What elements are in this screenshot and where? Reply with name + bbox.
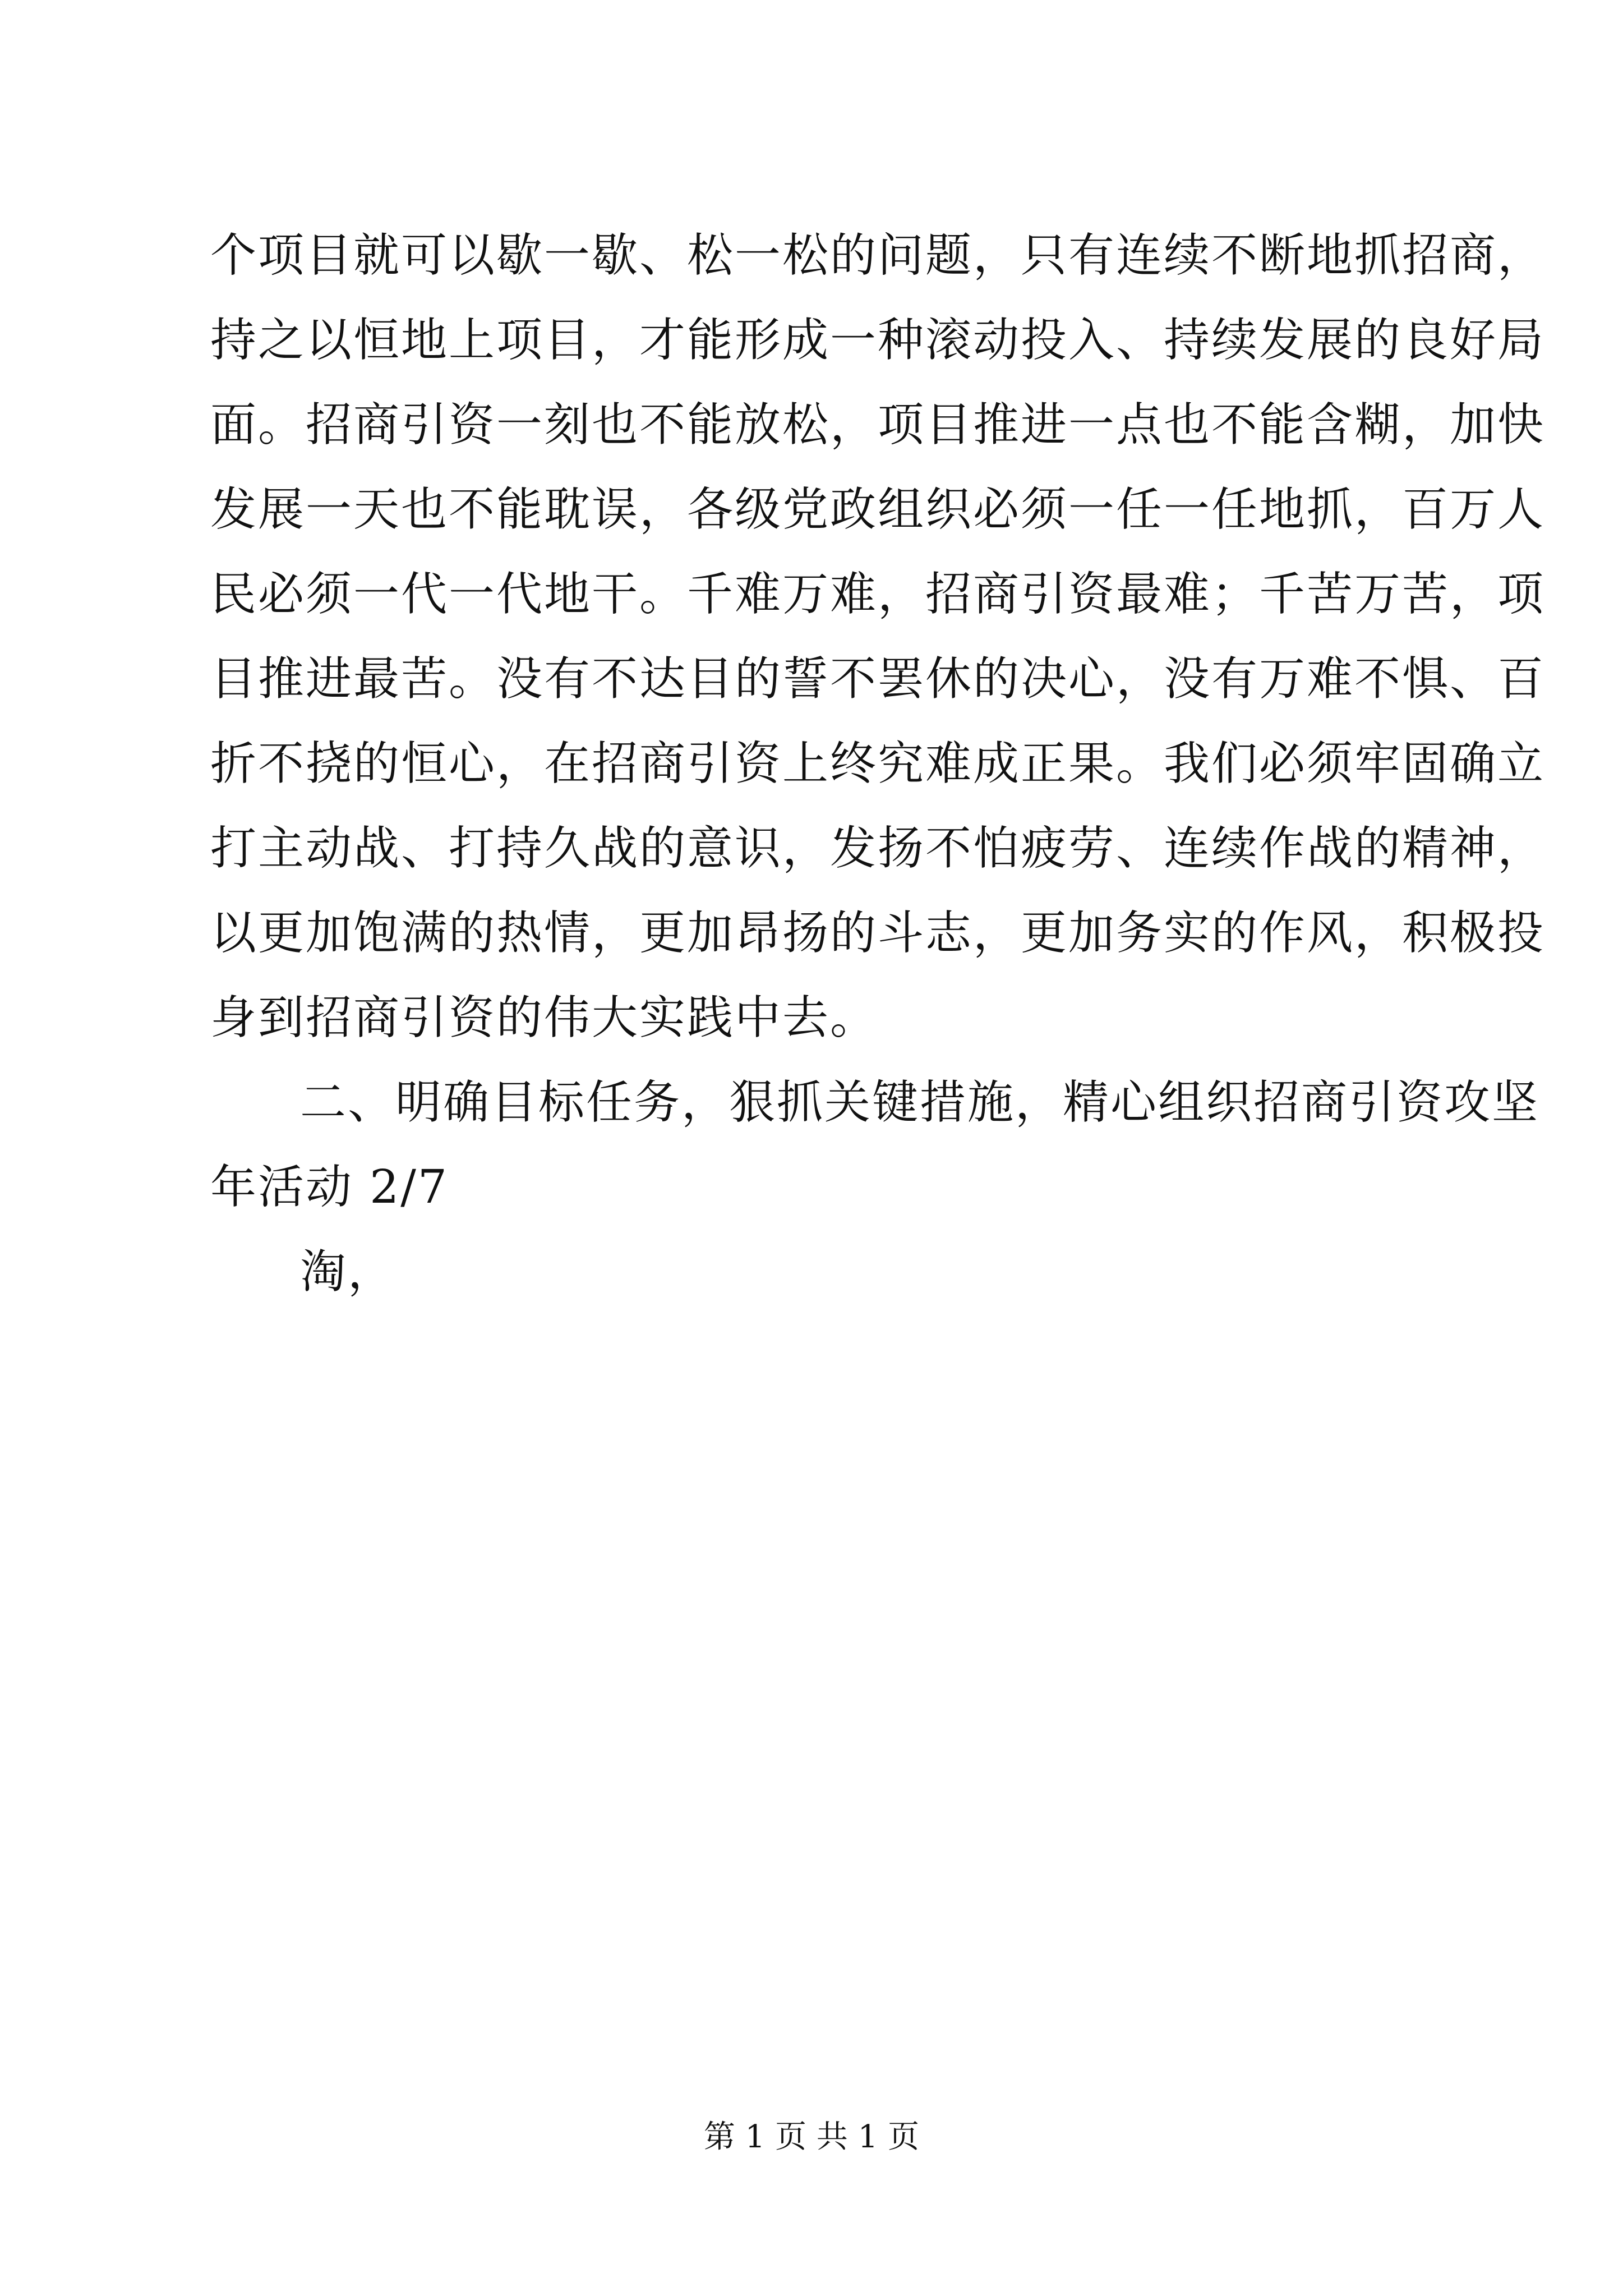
body-line-8: 打主动战、打持久战的意识，发扬不怕疲劳、连续作战的精神， <box>210 822 1546 875</box>
body-line-6: 目推进最苦。没有不达目的誓不罢休的决心，没有万难不惧、百 <box>210 652 1546 706</box>
body-line-10: 身到招商引资的伟大实践中去。 <box>210 991 878 1045</box>
body-line-5: 民必须一代一代地干。千难万难，招商引资最难；千苦万苦，项 <box>210 568 1546 621</box>
body-line-4: 发展一天也不能耽误，各级党政组织必须一任一任地抓，百万人 <box>210 483 1546 536</box>
body-line-3: 面。招商引资一刻也不能放松，项目推进一点也不能含糊，加快 <box>210 398 1546 452</box>
section-heading-line-1: 二、明确目标任务，狠抓关键措施，精心组织招商引资攻坚 <box>300 1076 1540 1129</box>
body-line-7: 折不挠的恒心，在招商引资上终究难成正果。我们必须牢固确立 <box>210 737 1546 790</box>
body-line-9: 以更加饱满的热情，更加昂扬的斗志，更加务实的作风，积极投 <box>210 907 1546 960</box>
page-footer: 第 1 页 共 1 页 <box>703 2119 920 2155</box>
body-line-2: 持之以恒地上项目，才能形成一种滚动投入、持续发展的良好局 <box>210 314 1546 367</box>
document-body <box>210 213 1546 1314</box>
body-line-fragment: 淘， <box>300 1245 396 1299</box>
body-line-1: 个项目就可以歇一歇、松一松的问题，只有连续不断地抓招商， <box>210 229 1546 282</box>
section-heading-line-2: 年活动 2/7 <box>210 1161 449 1214</box>
